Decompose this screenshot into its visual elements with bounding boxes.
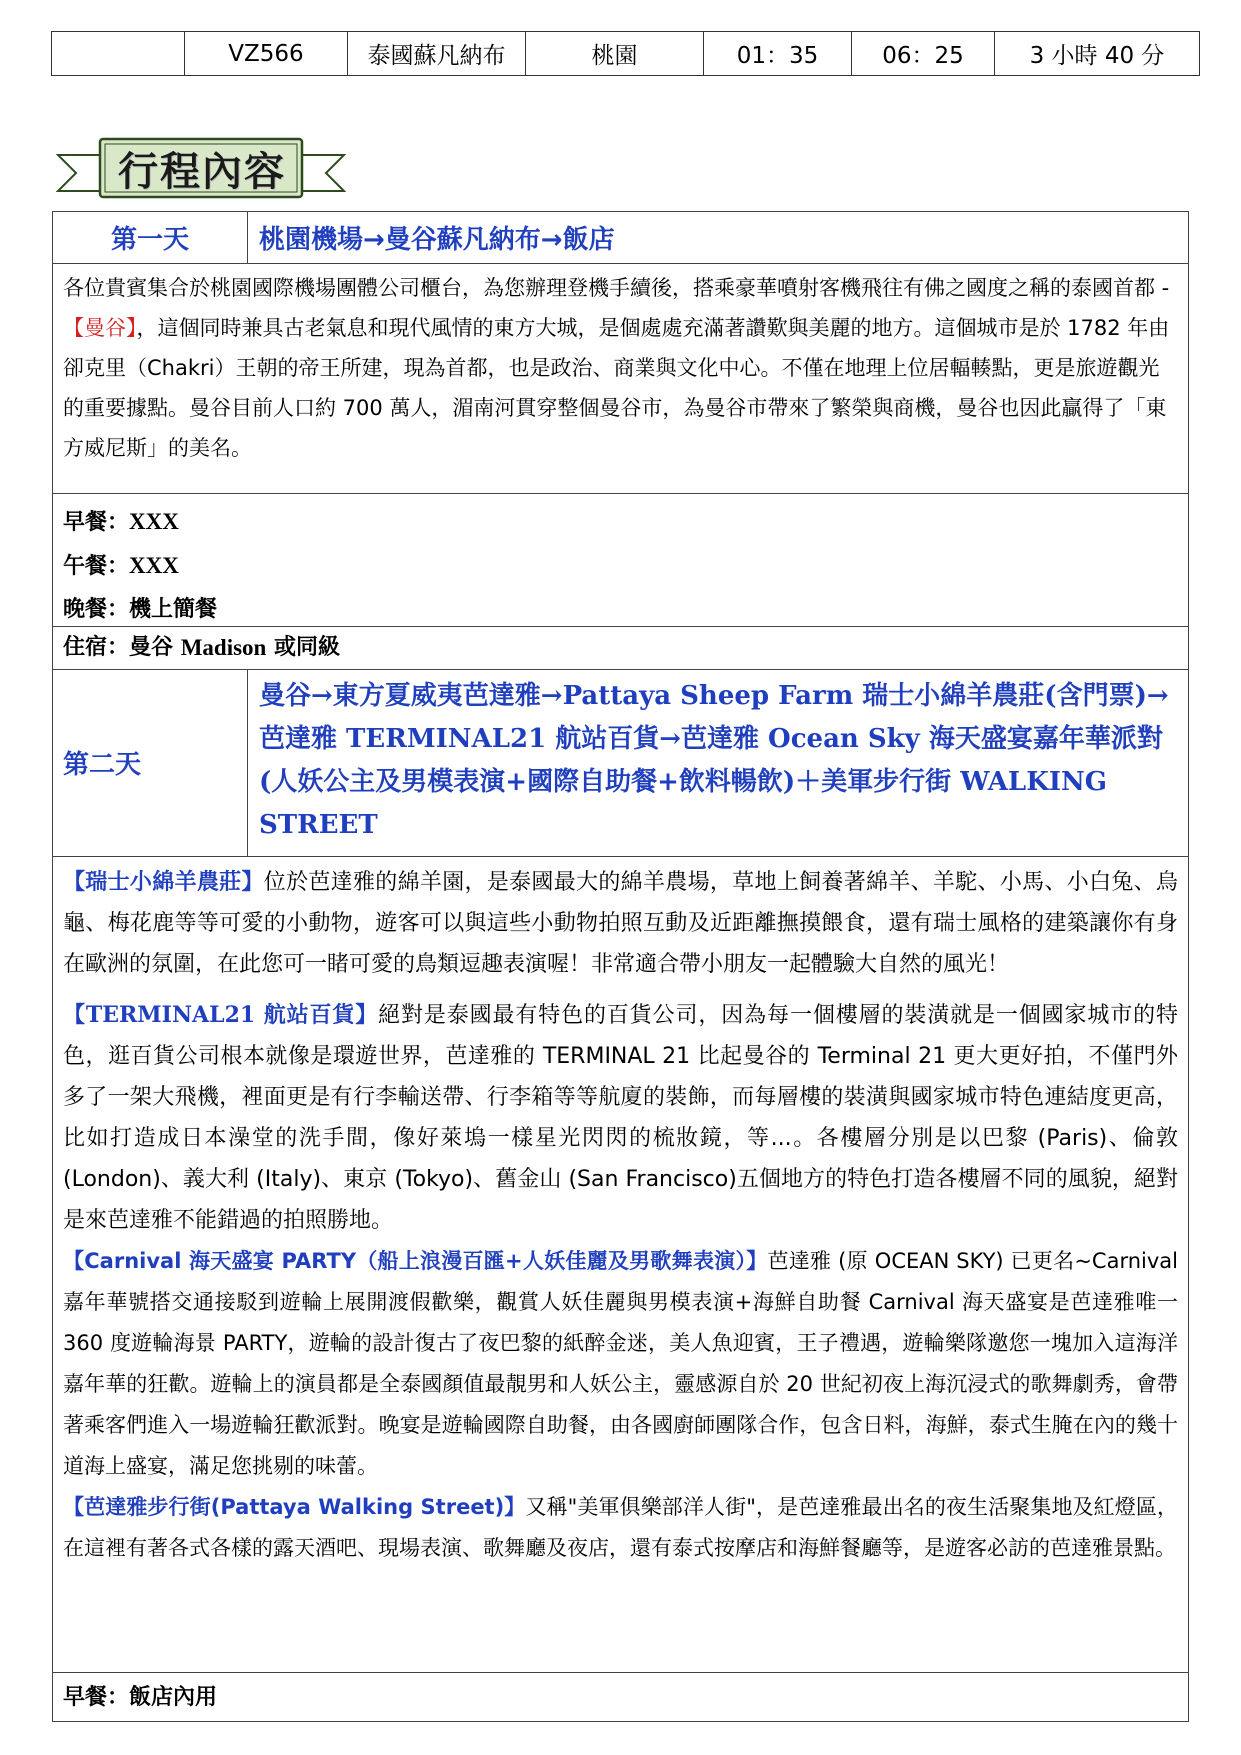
walking-street-paragraph <box>63 1487 1178 1569</box>
divider <box>53 493 1188 494</box>
day1-desc-part2: ，這個同時兼具古老氣息和現代風情的東方大城，是個處處充滿著讚歎與美麗的地方。這個城市是於 1782 年由卻克里（Chakri）王朝的帝王所建，現為首都，也是政治、商業與文化中心。不僅在地理上位居輻輳點，更是旅遊觀光的重要據點。曼谷目前人口約 700 萬人，湄南河貫穿整個曼谷市，為曼谷市帶來了繁榮與商機，曼谷也因此贏得了「東方威尼斯」的美名。 <box>63 316 1170 460</box>
hotel-suffix: 或同級 <box>274 635 341 660</box>
day2-label: 第二天 <box>63 750 142 780</box>
dinner-value: 機上簡餐 <box>129 597 218 622</box>
day1-route: 桃園機場→曼谷蘇凡納布→飯店 <box>259 225 615 255</box>
day1-desc-part1: 各位貴賓集合於桃園國際機場團體公司櫃台，為您辦理登機手續後，搭乘豪華噴射客機飛往有佛之國度之稱的泰國首都 - <box>63 276 1170 300</box>
sheep-farm-text: 位於芭達雅的綿羊園，是泰國最大的綿羊農場，草地上飼養著綿羊、羊駝、小馬、小白兔、烏龜、梅花鹿等等可愛的小動物，遊客可以與這些小動物拍照互動及近距離撫摸餵食，還有瑞士風格的建築讓你有身在歐洲的氛圍，在此您可一睹可愛的鳥類逗趣表演喔！非常適合帶小朋友一起體驗大自然的風光！ <box>63 870 1178 977</box>
flight-duration: 3 小時 40 分 <box>995 32 1200 76</box>
terminal21-title: 【TERMINAL21 航站百貨】 <box>63 1002 379 1028</box>
dinner-label: 晚餐： <box>63 597 130 622</box>
day2-content <box>63 862 1178 1569</box>
sheep-farm-title: 【瑞士小綿羊農莊】 <box>63 870 264 895</box>
lunch-label: 午餐： <box>63 554 130 579</box>
flight-departure-city: 泰國蘇凡納布 <box>348 32 526 76</box>
carnival-text: 芭達雅 (原 OCEAN SKY) 已更名~Carnival 嘉年華號搭交通接駁到遊輪上展開渡假歡樂，觀賞人妖佳麗與男模表演+海鮮自助餐 Carnival 海天盛宴是芭達雅唯一 360 度遊輪海景 PARTY，遊輪的設計復古了夜巴黎的紙醉金迷，美人魚迎賓，王子禮遇，遊輪樂隊邀您一塊加入這海洋嘉年華的狂歡。遊輪上的演員都是全泰國顏值最靚男和人妖公主，靈感源自於 20 世紀初夜上海沉浸式的歌舞劇秀，會帶著乘客們進入一場遊輪狂歡派對。晚宴是遊輪國際自助餐，由各國廚師團隊合作，包含日料，海鮮，泰式生腌在內的幾十道海上盛宴，滿足您挑剔的味蕾。 <box>63 1249 1178 1478</box>
day1-meals <box>63 500 1178 631</box>
day1-description <box>63 268 1178 468</box>
day1-label: 第一天 <box>110 225 189 255</box>
divider <box>53 263 1188 264</box>
section-banner <box>56 133 346 203</box>
itinerary-table <box>52 211 1189 1722</box>
divider <box>247 212 248 263</box>
flight-info-table <box>51 31 1200 76</box>
flight-row <box>52 32 1200 76</box>
divider <box>247 669 248 856</box>
day1-hotel <box>63 626 340 669</box>
lunch-value: XXX <box>129 553 179 578</box>
breakfast-label: 早餐： <box>63 510 130 535</box>
terminal21-paragraph <box>63 995 1178 1241</box>
day2-breakfast: 早餐：飯店內用 <box>63 1684 218 1710</box>
carnival-paragraph <box>63 1241 1178 1487</box>
section-title: 行程內容 <box>118 148 286 195</box>
flight-departure-time: 01：35 <box>704 32 852 76</box>
day1-breakfast <box>63 500 1178 544</box>
walking-street-text: 又稱"美軍俱樂部洋人街"，是芭達雅最出名的夜生活聚集地及紅燈區，在這裡有著各式各樣的露天酒吧、現場表演、歌舞廳及夜店，還有泰式按摩店和海鮮餐廳等，是遊客必訪的芭達雅景點。 <box>63 1495 1178 1560</box>
flight-number: VZ566 <box>185 32 348 76</box>
sheep-farm-paragraph <box>63 862 1178 985</box>
divider <box>53 1672 1188 1673</box>
flight-cell-blank <box>52 32 185 76</box>
day1-lunch <box>63 544 1178 588</box>
day2-route: 曼谷→東方夏威夷芭達雅→Pattaya Sheep Farm 瑞士小綿羊農莊(含門票)→芭達雅 TERMINAL21 航站百貨→芭達雅 Ocean Sky 海天盛宴嘉年華派對(人妖公主及男模表演+國際自助餐+飲料暢飲)＋美軍步行街 WALKING STREET <box>259 681 1169 840</box>
hotel-name: Madison <box>180 635 267 660</box>
carnival-title: 【Carnival 海天盛宴 PARTY（船上浪漫百匯+人妖佳麗及男歌舞表演）】 <box>63 1249 768 1273</box>
terminal21-text: 絕對是泰國最有特色的百貨公司，因為每一個樓層的裝潢就是一個國家城市的特色，逛百貨公司根本就像是環遊世界，芭達雅的 TERMINAL 21 比起曼谷的 Terminal 21 更大更好拍，不僅門外多了一架大飛機，裡面更是有行李輸送帶、行李箱等等航廈的裝飾，而每層樓的裝潢與國家城市特色連結度更高，比如打造成日本澡堂的洗手間，像好萊塢一樣星光閃閃的梳妝鏡，等...。各樓層分別是以巴黎 (Paris)、倫敦 (London)、義大利 (Italy)、東京 (Tokyo)、舊金山 (San Francisco)五個地方的特色打造各樓層不同的風貌，絕對是來芭達雅不能錯過的拍照勝地。 <box>63 1003 1178 1233</box>
walking-street-title: 【芭達雅步行街(Pattaya Walking Street)】 <box>63 1495 526 1519</box>
flight-arrival-city: 桃園 <box>526 32 704 76</box>
flight-arrival-time: 06：25 <box>852 32 995 76</box>
hotel-label: 住宿：曼谷 <box>63 635 174 660</box>
divider <box>53 856 1188 857</box>
breakfast-value: XXX <box>129 509 179 534</box>
day1-desc-highlight: 【曼谷】 <box>63 316 137 340</box>
day1-dinner <box>63 588 1178 631</box>
